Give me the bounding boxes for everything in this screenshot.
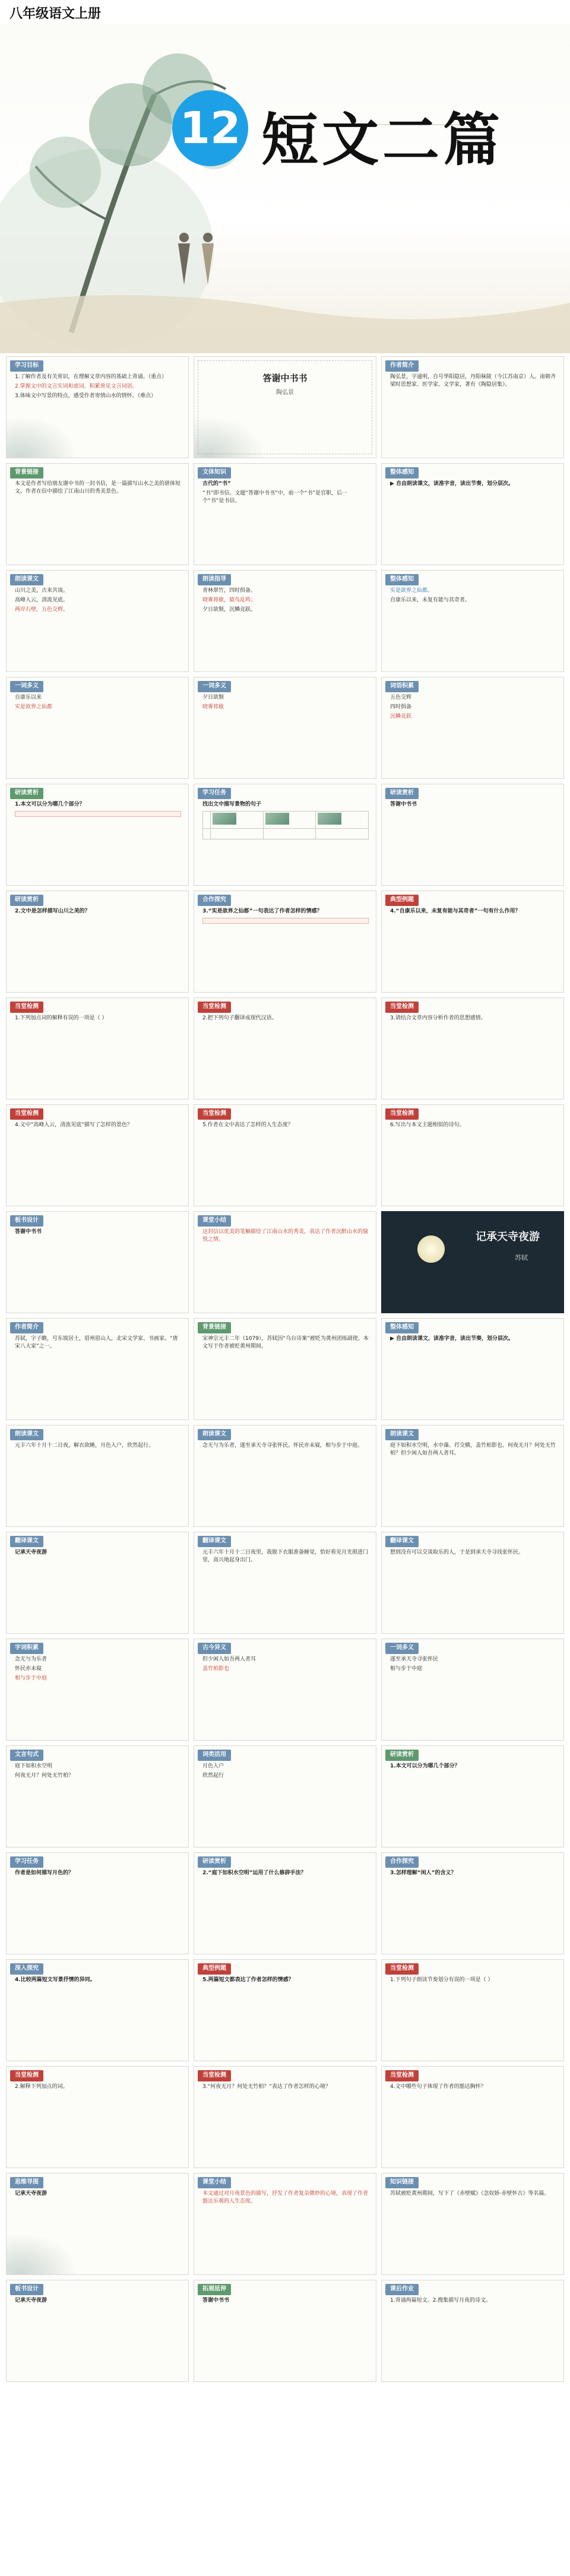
slide-question: 2.把下列句子翻译成现代汉语。 [202,1015,277,1021]
slide-row [6,677,564,779]
slide-tab: 当堂检测 [198,2070,231,2081]
slide-vocab-2[interactable] [194,677,376,779]
slide-row [6,1745,564,1848]
slide-tab: 词类活用 [198,1750,231,1761]
slide-practice-1[interactable] [6,997,189,1100]
slide-tab: 典型例题 [385,895,419,906]
slide-question: 4.文中“高峰入云，清流见底”描写了怎样的景色？ [15,1122,132,1128]
slide-question: 5.作者在文中表达了怎样的人生态度？ [202,1122,293,1128]
slide-question: 2.“庭下如积水空明”运用了什么修辞手法？ [202,1870,306,1876]
slide-tab: 一词多义 [10,681,43,692]
ink-wash-decoration [7,2233,78,2274]
slide-heading: 答谢中书书 [15,1229,42,1235]
slide-tab: 朗读指导 [198,574,231,585]
slide-tab: 当堂检测 [385,1002,419,1013]
slide-question: 1.本文可以分为哪几个部分？ [15,801,85,807]
slide-tab: 整体感知 [385,574,419,585]
vocab-item: 五色交辉 [390,695,412,701]
slide-heading: 记承天寺夜游 [15,1550,48,1555]
slide-tab: 合作探究 [385,1856,419,1868]
slide-summary-1[interactable] [194,1211,376,1313]
slide-row [6,356,564,458]
slide-tab: 学习任务 [198,788,231,799]
slide-practice-5[interactable] [194,1104,376,1206]
slide-question: 3.“实是欲界之仙都”一句表达了作者怎样的情感？ [202,908,322,914]
slide-heading: 记承天寺夜游 [15,2298,48,2303]
slide-reading-2[interactable] [194,570,376,672]
slide-tab: 学习任务 [10,1856,43,1868]
answer-box [15,811,181,817]
slide-reading-6[interactable] [381,1425,564,1527]
slide-tab: 当堂检测 [385,1963,419,1975]
slide-practice-6[interactable] [381,1104,564,1206]
slide-tab: 研读赏析 [385,1750,419,1761]
slide-study-4[interactable] [6,891,189,993]
goal-line: 1.了解作者及有关常识，在理解文章内容的基础上背诵。（重点） [15,374,167,380]
vocab-item: 遂至承天寺寻张怀民 [390,1656,439,1662]
text-line: 夕日欲颓，沉鳞竞跃。 [202,607,256,613]
slide-tab: 一词多义 [198,681,231,692]
slide-tab: 文言句式 [10,1750,43,1761]
slide-row [6,1852,564,1954]
slide-tab: 典型例题 [198,1963,231,1975]
slide-tab: 当堂检测 [10,1002,43,1013]
text-line: 念无与为乐者，遂至承天寺寻张怀民。怀民亦未寝，相与步于中庭。 [202,1443,363,1449]
vocab-item: 四时俱备 [390,704,412,711]
slide-tab: 词语积累 [385,681,419,692]
slide-practice-2[interactable] [194,997,376,1100]
slide-row [6,1639,564,1741]
slide-row [6,1318,564,1420]
slide-translation-2[interactable] [194,1532,376,1634]
text-line: 晓雾将歇，猿鸟乱鸣； [202,597,256,604]
slide-board-2[interactable] [6,2280,189,2382]
slide-tab: 学习目标 [10,360,43,372]
slide-practice-9[interactable] [194,2066,376,2168]
text-line: 自康乐以来，未复有能与其奇者。 [390,597,471,604]
hero-banner [0,24,570,353]
slide-text: ▶ 自由朗读课文，读准字音，读出节奏，划分层次。 [390,481,514,487]
slide-text: “书”即书信。文题“答谢中书书”中，前一个“书”是官职，后一个“书”是书信。 [202,490,347,505]
slide-learning-goals[interactable] [6,356,189,458]
vocab-item: 夕日欲颓 [202,695,224,701]
slide-question: 找出文中描写景物的句子 [202,801,262,807]
slide-tab: 课后作业 [385,2284,419,2295]
slide-text: 1.背诵两篇短文。2.搜集描写月夜的诗文。 [390,2298,492,2303]
slide-study-8[interactable] [6,1852,189,1954]
slide-study-10[interactable] [381,1852,564,1954]
slide-tab: 背景链接 [10,467,43,479]
slide-grid [6,356,564,2387]
slide-tab: 朗读课文 [10,1429,43,1440]
scene-thumbnail [265,813,289,825]
slide-row [6,570,564,672]
vocab-item: 自康乐以来 [15,695,42,701]
slide-question: 4.“自康乐以来，未复有能与其奇者”一句有什么作用？ [390,908,521,914]
slide-tab: 研读赏析 [198,1856,231,1868]
slide-question: 1.下列句子朗读节奏划分有误的一项是（ ） [390,1977,493,1983]
slide-vocab-1[interactable] [6,677,189,779]
vocab-item: 晓雾将歇 [202,704,224,711]
slide-question: 5.两篇短文都表达了作者怎样的情感？ [202,1977,294,1983]
slide-row [6,463,564,565]
slide-row [6,997,564,1100]
slide-homework-1[interactable] [381,2280,564,2382]
slide-background-2[interactable] [194,1318,376,1420]
slide-vocab-7[interactable] [6,1745,189,1848]
slide-background-1[interactable] [6,463,189,565]
text-line: 青林翠竹，四时俱备。 [202,588,256,594]
slide-text: 元丰六年十月十二日夜里，我脱下衣服准备睡觉，恰好看见月光照进门里，高兴地起身出门。 [202,1550,369,1564]
slide-study-1[interactable] [6,784,189,886]
slide-reading-3[interactable] [381,570,564,672]
slide-tab: 思维导图 [10,2177,43,2188]
grade-label: 八年级语文上册 [10,7,102,21]
vocab-item: 相与步于中庭 [390,1666,423,1672]
slide-tab: 翻译课文 [385,1536,419,1547]
slide-row [6,2173,564,2275]
slide-question: 3.请结合文章内容分析作者的思想感情。 [390,1015,486,1021]
slide-tab: 当堂检测 [198,1002,231,1013]
vocab-item: 相与步于中庭 [15,1675,48,1682]
slide-tab: 课堂小结 [198,1215,231,1227]
slide-tab: 课堂小结 [198,2177,231,2188]
slide-tab: 板书设计 [10,1215,43,1227]
slide-tab: 朗读课文 [385,1429,419,1440]
scene-table [202,811,369,839]
slide-overview-1[interactable] [381,463,564,565]
text-line: 山川之美，古来共谈。 [15,588,69,594]
slide-heading: 记承天寺夜游 [15,2191,48,2197]
slide-knowledge-1[interactable] [381,2173,564,2275]
slide-translation-3[interactable] [381,1532,564,1634]
slide-study-6[interactable] [381,891,564,993]
ink-wash-decoration [7,416,78,458]
slide-tab: 研读赏析 [10,788,43,799]
slide-tab: 深入探究 [10,1963,43,1975]
slide-tab: 知识链接 [385,2177,419,2188]
slide-row [6,1104,564,1206]
goal-line: 2.掌握文中的文言实词和虚词，积累常见文言词语。 [15,384,138,390]
slide-text: 宋神宗元丰二年（1079），苏轼因“乌台诗案”被贬为黄州团练副使。本文写于作者被贬黄州期间。 [202,1336,369,1350]
slide-mindmap-1[interactable] [6,2173,189,2275]
slide-tab: 文体知识 [198,467,231,479]
slide-vocab-3[interactable] [381,677,564,779]
slide-vocab-4[interactable] [6,1639,189,1741]
slide-row [6,1532,564,1634]
lesson-title: 短文二篇 [261,106,504,173]
slide-practice-10[interactable] [381,2066,564,2168]
slide-text: 苏轼，字子瞻，号东坡居士，眉州眉山人，北宋文学家、书画家。“唐宋八大家”之一。 [15,1336,178,1350]
slide-genre-1[interactable] [194,463,376,565]
slide-question: 4.比较两篇短文写景抒情的异同。 [15,1977,96,1983]
slide-question: 1.本文可以分为哪几个部分？ [390,1763,460,1769]
slide-practice-3[interactable] [381,997,564,1100]
slide-text: 这封信以优美的笔触描绘了江南山水的秀美，表达了作者沉醉山水的愉悦之情。 [202,1229,369,1243]
vocab-item: 盖竹柏影也 [202,1666,230,1672]
cover-title: 答谢中书书 [262,373,308,384]
lesson-number-badge: 12 [172,90,248,166]
slide-question: 2.文中是怎样描写山川之美的？ [15,908,90,914]
slide-practice-8[interactable] [6,2066,189,2168]
slide-row [6,784,564,886]
slide-practice-7[interactable] [381,1959,564,2061]
slide-text: 本文通过对月夜景色的描写，抒发了作者复杂微妙的心境，表现了作者豁达乐观的人生态度。 [202,2191,369,2205]
slide-tab: 翻译课文 [198,1536,231,1547]
slide-tab: 整体感知 [385,467,419,479]
slide-study-7[interactable] [381,1745,564,1848]
slide-study-12[interactable] [194,1959,376,2061]
slide-question: 答谢中书书 [390,801,417,807]
slide-reading-1[interactable] [6,570,189,672]
slide-tab: 整体感知 [385,1322,419,1333]
slide-translation-1[interactable] [6,1532,189,1634]
slide-text: 陶弘景，字通明，自号华阳隐居，丹阳秣陵（今江苏南京）人。南朝齐梁时思想家、医学家、文学家，著有《陶隐居集》。 [390,374,556,388]
slide-board-1[interactable] [6,1211,189,1313]
slide-question: 2.解释下列加点的词。 [15,2084,68,2090]
slide-question: 4.文中哪些句子体现了作者的豁达胸怀？ [390,2084,486,2090]
goal-line: 3.体味文中写景的特点，感受作者寄情山水的情怀。（难点） [15,393,157,400]
slide-row [6,2066,564,2168]
slide-text: 苏轼被贬黄州期间，写下了《赤壁赋》《念奴娇·赤壁怀古》等名篇。 [390,2191,550,2197]
vocab-item: 实是欲界之仙都 [15,704,53,711]
scene-thumbnail [213,813,236,825]
slide-heading: 古代的“书” [202,481,231,487]
vocab-item: 何夜无月？何处无竹柏？ [15,1773,74,1779]
slide-study-9[interactable] [194,1852,376,1954]
slide-tab: 古今异义 [198,1643,231,1654]
vocab-item: 欣然起行 [202,1773,224,1779]
slide-tab: 作者简介 [10,1322,43,1333]
slide-tab: 板书设计 [10,2284,43,2295]
vocab-item: 庭下如积水空明 [15,1763,53,1769]
ink-wash-decoration [194,416,265,458]
slide-question: 3.“何夜无月？何处无竹柏？”表达了作者怎样的心境？ [202,2084,331,2090]
moon-icon [417,1235,445,1263]
slide-author-2[interactable] [6,1318,189,1420]
slide-question: 作者是如何描写月色的？ [15,1870,74,1876]
slide-vocab-6[interactable] [381,1639,564,1741]
vocab-item: 沉鳞竞跃 [390,714,412,720]
slide-row [6,891,564,993]
slide-heading: 答谢中书书 [202,2298,230,2303]
cover-author: 苏轼 [515,1254,528,1262]
vocab-item: 念无与为乐者 [15,1656,48,1662]
slide-reading-4[interactable] [6,1425,189,1527]
vocab-item: 月色入户 [202,1763,224,1769]
slide-text: 想到没有可以交谈取乐的人，于是到承天寺寻找张怀民。 [390,1550,524,1555]
slide-tab: 字词积累 [10,1643,43,1654]
slide-vocab-8[interactable] [194,1745,376,1848]
slide-row [6,1211,564,1313]
slide-tab: 当堂检测 [385,2070,419,2081]
text-line: 庭下如积水空明，水中藻、荇交横，盖竹柏影也。何夜无月？何处无竹柏？但少闲人如吾两人者耳。 [390,1443,556,1457]
slide-author-1[interactable] [381,356,564,458]
slide-tab: 翻译课文 [10,1536,43,1547]
slide-summary-2[interactable] [194,2173,376,2275]
slide-tab: 朗读课文 [198,1429,231,1440]
slide-tab: 朗读课文 [10,574,43,585]
slide-tab: 研读赏析 [385,788,419,799]
slide-row [6,2280,564,2382]
text-line: 两岸石壁，五色交辉。 [15,607,69,613]
slide-tab: 当堂检测 [385,1108,419,1120]
slide-text: 本文是作者写给朋友谢中书的一封书信，是一篇描写山水之美的骈体短文。作者在信中描绘了江南山川的秀美景色。 [15,481,181,495]
slide-tab: 当堂检测 [10,2070,43,2081]
slide-question: 1.下列加点词的解释有误的一项是（ ） [15,1015,107,1021]
slide-practice-4[interactable] [6,1104,189,1206]
slide-question: 6.写出与本文主题相似的诗句。 [390,1122,465,1128]
slide-study-11[interactable] [6,1959,189,2061]
slide-tab: 背景链接 [198,1322,231,1333]
text-line: 实是欲界之仙都。 [390,588,433,594]
slide-cover-2[interactable] [381,1211,564,1313]
slide-vocab-5[interactable] [194,1639,376,1741]
cover-author: 陶弘景 [276,389,294,396]
slide-study-5[interactable] [194,891,376,993]
scene-thumbnail [318,813,341,825]
slide-tab: 作者简介 [385,360,419,372]
ink-landscape-illustration [0,24,570,353]
slide-tab: 研读赏析 [10,895,43,906]
slide-question: 3.怎样理解“闲人”的含义？ [390,1870,457,1876]
slide-row [6,1959,564,2061]
slide-tab: 合作探究 [198,895,231,906]
slide-overview-2[interactable] [381,1318,564,1420]
slide-tab: 当堂检测 [198,1108,231,1120]
slide-tab: 一词多义 [385,1643,419,1654]
slide-study-2[interactable] [194,784,376,886]
slide-reading-5[interactable] [194,1425,376,1527]
slide-tab: 拓展延伸 [198,2284,231,2295]
text-line: 高峰入云，清流见底。 [15,597,69,604]
slide-cover-1[interactable] [194,356,376,458]
slide-extension-1[interactable] [194,2280,376,2382]
vocab-item: 怀民亦未寝 [15,1666,42,1672]
text-line: 元丰六年十月十二日夜，解衣欲睡，月色入户，欣然起行。 [15,1443,154,1449]
slide-text: ▶ 自由朗读课文，读准字音，读出节奏，划分层次。 [390,1336,514,1342]
slide-row [6,1425,564,1527]
slide-study-3[interactable] [381,784,564,886]
vocab-item: 但少闲人如吾两人者耳 [202,1656,256,1662]
cover-title: 记承天寺夜游 [476,1231,540,1243]
answer-box [202,918,369,924]
slide-tab: 当堂检测 [10,1108,43,1120]
